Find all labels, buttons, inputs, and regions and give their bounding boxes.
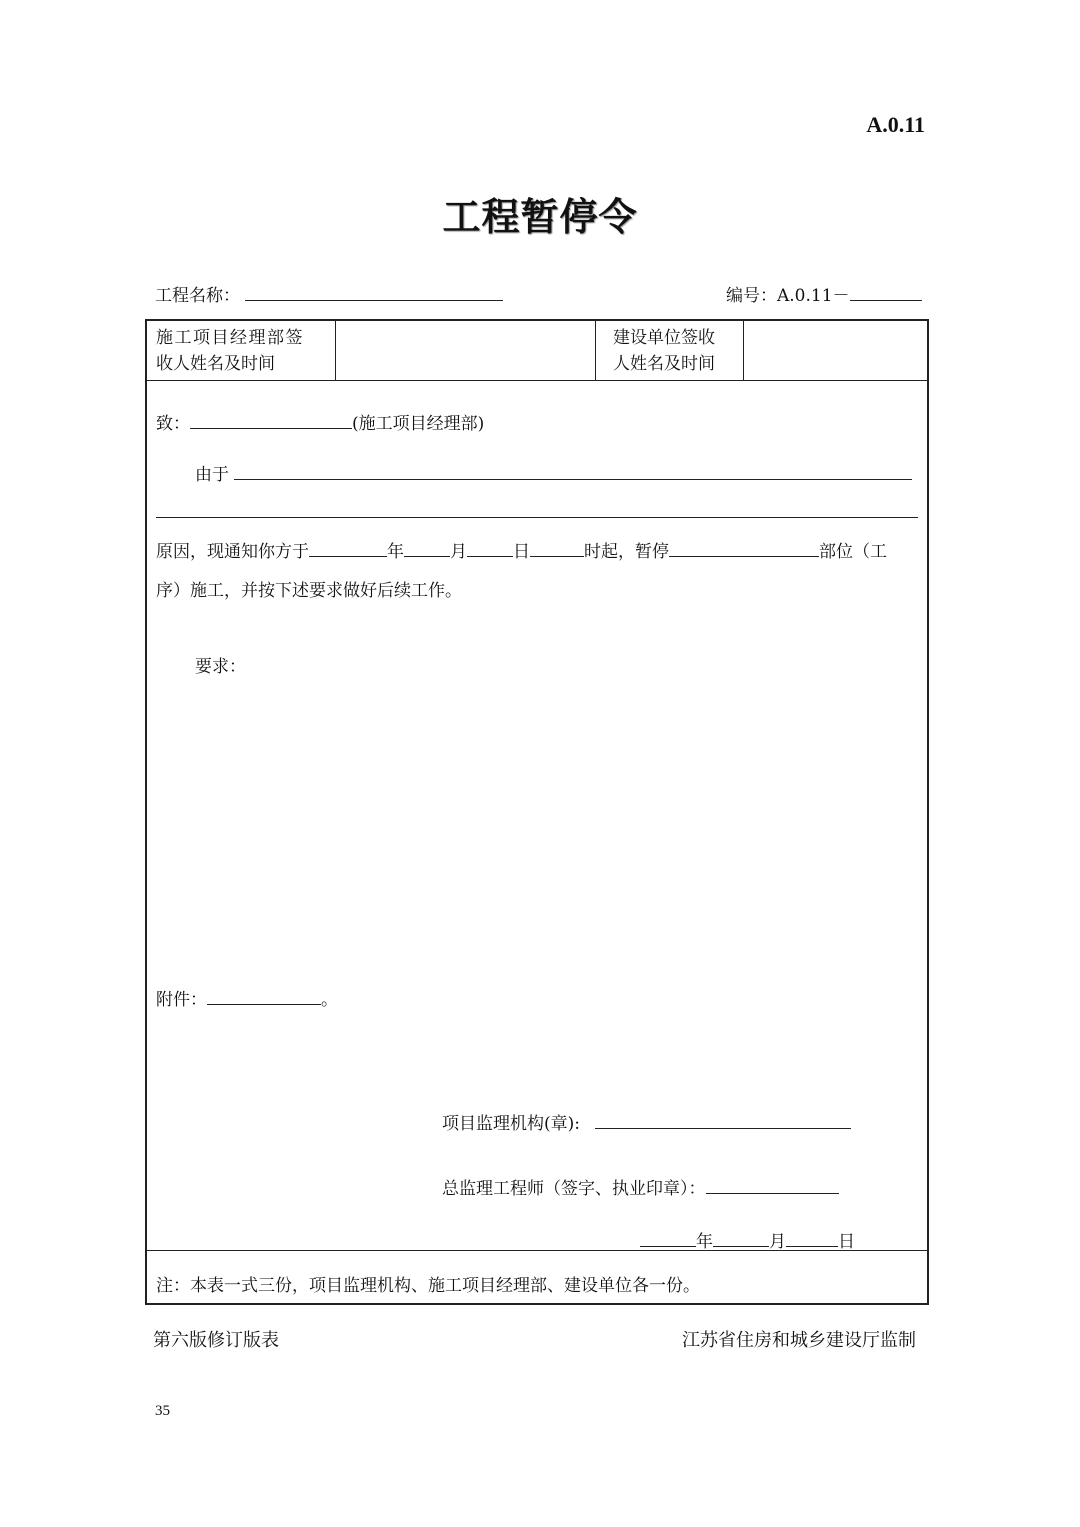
note-row [147,1250,927,1296]
project-name-label: 工程名称： [155,286,240,306]
month-label: 月 [450,542,467,562]
stop-month-field[interactable] [404,538,450,557]
to-field[interactable] [190,410,352,429]
supervision-org-field[interactable] [595,1110,851,1129]
stop-hour-field[interactable] [530,538,584,557]
chief-engineer-row [442,1174,839,1199]
number-field[interactable] [850,282,922,301]
chief-engineer-label: 总监理工程师（签字、执业印章）： [442,1179,706,1199]
sign-month-label: 月 [769,1232,786,1252]
sign-year-field[interactable] [640,1228,696,1247]
requirements-area[interactable] [156,681,918,971]
owner-sign-label-line2: 人姓名及时间 [613,354,715,374]
reason-prefix: 原因，现通知你方于 [156,542,309,562]
reason-line2: 序）施工，并按下述要求做好后续工作。 [156,581,462,601]
page-title: 工程暂停令 [442,195,638,239]
page-number: 35 [155,1403,170,1419]
attachment-label: 附件： [156,990,207,1010]
sign-month-field[interactable] [713,1228,769,1247]
to-suffix: (施工项目经理部) [352,414,485,434]
sign-date-row [640,1227,855,1252]
project-name-field[interactable] [245,282,503,301]
to-label: 致： [156,414,190,434]
form-code: A.0.11 [866,112,925,137]
footer-right: 江苏省住房和城乡建设厅监制 [682,1330,916,1351]
year-label: 年 [387,542,404,562]
footer-left: 第六版修订版表 [153,1330,279,1351]
part-label: 部位（工 [819,542,887,562]
attachment-row [156,985,338,1010]
owner-sign-label-line1: 建设单位签收 [613,328,715,348]
due-to-label: 由于 [195,465,229,485]
stop-part-field[interactable] [669,538,819,557]
note-text: 注：本表一式三份，项目监理机构、施工项目经理部、建设单位各一份。 [156,1276,700,1296]
supervision-org-label: 项目监理机构(章): [442,1114,580,1134]
owner-sign-field[interactable] [745,321,927,379]
contractor-sign-label-line1: 施工项目经理部签 [156,328,304,348]
sign-day-field[interactable] [786,1228,838,1247]
form-table [145,319,929,1305]
chief-engineer-field[interactable] [706,1175,839,1194]
project-name-row [155,281,503,306]
contractor-sign-label [156,325,304,377]
attachment-end: 。 [321,990,338,1010]
due-to-field-line2[interactable] [156,517,918,518]
signature-row [147,321,927,381]
attachment-field[interactable] [207,986,321,1005]
contractor-sign-label-line2: 收人姓名及时间 [156,354,275,374]
supervision-org-row [442,1109,851,1134]
sign-day-label: 日 [838,1232,855,1252]
number-row [726,281,922,306]
from-stop-label: 时起，暂停 [584,542,669,562]
due-to-field[interactable] [234,461,912,480]
reason-row [156,537,887,562]
due-to-row [195,460,912,485]
number-label: 编号：A.0.11－ [726,286,850,306]
owner-sign-label [613,325,715,377]
requirements-label: 要求： [195,657,246,677]
day-label: 日 [513,542,530,562]
contractor-sign-field[interactable] [337,321,593,379]
sign-year-label: 年 [696,1232,713,1252]
stop-day-field[interactable] [467,538,513,557]
stop-year-field[interactable] [309,538,387,557]
to-row [156,409,484,434]
